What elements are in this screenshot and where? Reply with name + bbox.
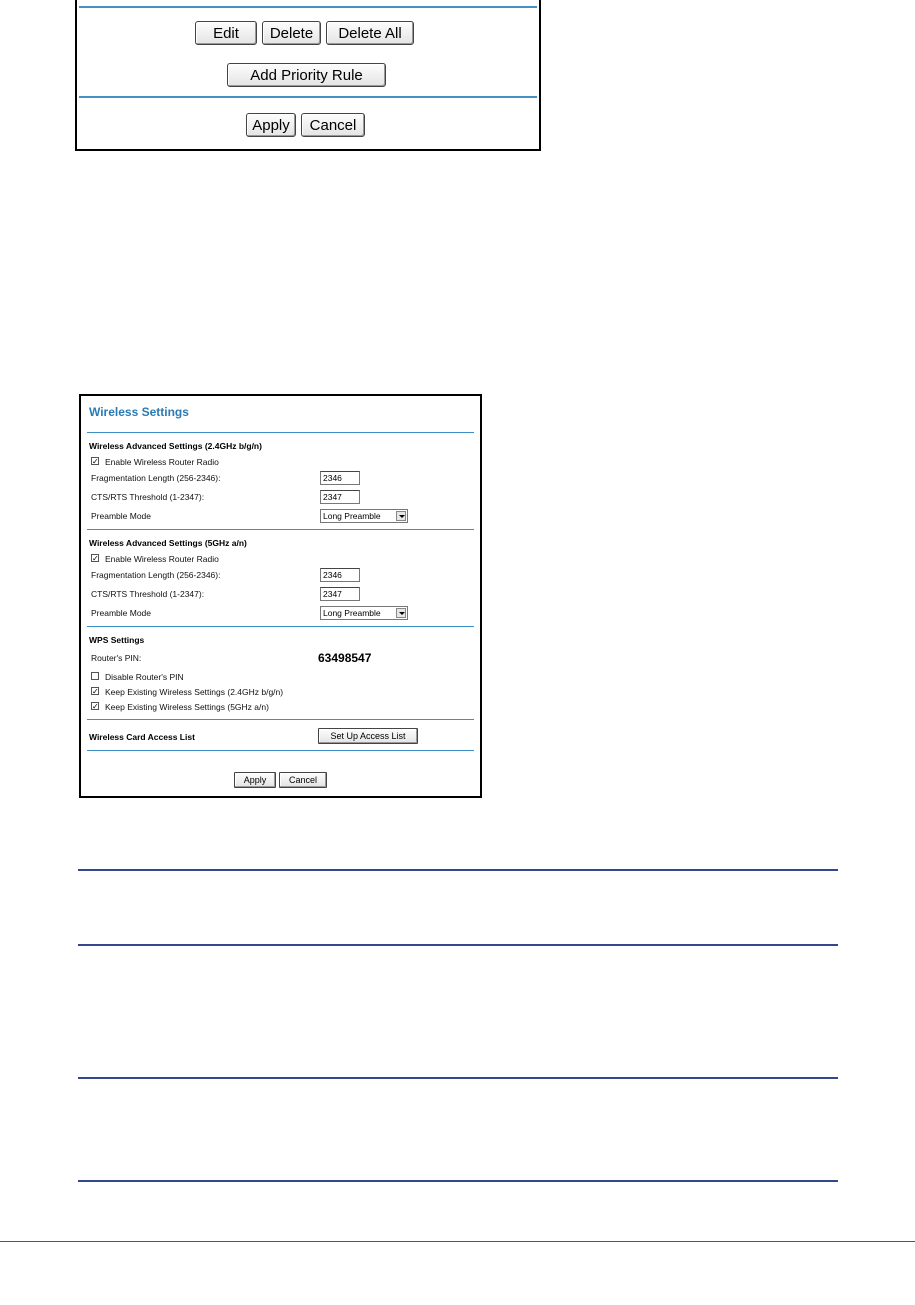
delete-all-button[interactable]: Delete All [326,21,414,45]
priority-rules-panel [75,0,541,151]
delete-button[interactable]: Delete [262,21,321,45]
section-divider [87,719,474,720]
add-priority-rule-button[interactable]: Add Priority Rule [227,63,386,87]
router-pin-value: 63498547 [318,651,372,665]
cts-threshold-24ghz-label: CTS/RTS Threshold (1-2347): [91,492,205,502]
page-title: Wireless Settings [89,405,189,419]
disable-pin-label: Disable Router's PIN [105,672,184,682]
preamble-mode-5ghz-select[interactable] [320,606,408,620]
router-pin-label: Router's PIN: [91,653,142,663]
section-divider [87,432,474,433]
page-divider [78,1180,838,1182]
page-divider [78,869,838,871]
cts-threshold-5ghz-input[interactable]: 2347 [320,587,360,601]
access-list-label: Wireless Card Access List [89,732,195,742]
enable-radio-5ghz-label: Enable Wireless Router Radio [105,554,219,564]
enable-radio-24ghz-checkbox[interactable]: ✓ [92,457,99,466]
frag-length-5ghz-input[interactable]: 2346 [320,568,360,582]
enable-radio-5ghz-checkbox[interactable]: ✓ [92,554,99,563]
section-divider [79,96,537,98]
section-divider [87,750,474,751]
cancel-button[interactable]: Cancel [301,113,365,137]
section-divider [87,626,474,627]
keep-settings-24ghz-checkbox[interactable]: ✓ [92,687,99,696]
apply-button[interactable]: Apply [234,772,276,788]
cancel-button[interactable]: Cancel [279,772,327,788]
footer-divider [0,1241,915,1242]
section-title-wps: WPS Settings [89,635,145,645]
edit-button[interactable]: Edit [195,21,257,45]
frag-length-24ghz-label: Fragmentation Length (256-2346): [91,473,221,483]
disable-pin-checkbox[interactable] [91,672,99,680]
section-divider [79,6,537,8]
section-title-24ghz: Wireless Advanced Settings (2.4GHz b/g/n) [89,441,262,451]
page-divider [78,1077,838,1079]
preamble-mode-5ghz-label: Preamble Mode [91,608,152,618]
preamble-mode-5ghz-value: Long Preamble [323,608,381,618]
section-title-5ghz: Wireless Advanced Settings (5GHz a/n) [89,538,247,548]
cts-threshold-24ghz-input[interactable]: 2347 [320,490,360,504]
keep-settings-24ghz-label: Keep Existing Wireless Settings (2.4GHz b/g/n) [105,687,284,697]
enable-radio-24ghz-label: Enable Wireless Router Radio [105,457,219,467]
frag-length-24ghz-input[interactable]: 2346 [320,471,360,485]
chevron-down-icon [396,608,406,618]
preamble-mode-24ghz-label: Preamble Mode [91,511,152,521]
keep-settings-5ghz-label: Keep Existing Wireless Settings (5GHz a/n) [105,702,269,712]
frag-length-5ghz-label: Fragmentation Length (256-2346): [91,570,221,580]
set-up-access-list-button[interactable]: Set Up Access List [318,728,418,744]
page-divider [78,944,838,946]
preamble-mode-24ghz-value: Long Preamble [323,511,381,521]
chevron-down-icon [396,511,406,521]
wireless-settings-panel [79,394,482,798]
cts-threshold-5ghz-label: CTS/RTS Threshold (1-2347): [91,589,205,599]
keep-settings-5ghz-checkbox[interactable]: ✓ [92,702,99,711]
preamble-mode-24ghz-select[interactable] [320,509,408,523]
section-divider [87,529,474,530]
apply-button[interactable]: Apply [246,113,296,137]
